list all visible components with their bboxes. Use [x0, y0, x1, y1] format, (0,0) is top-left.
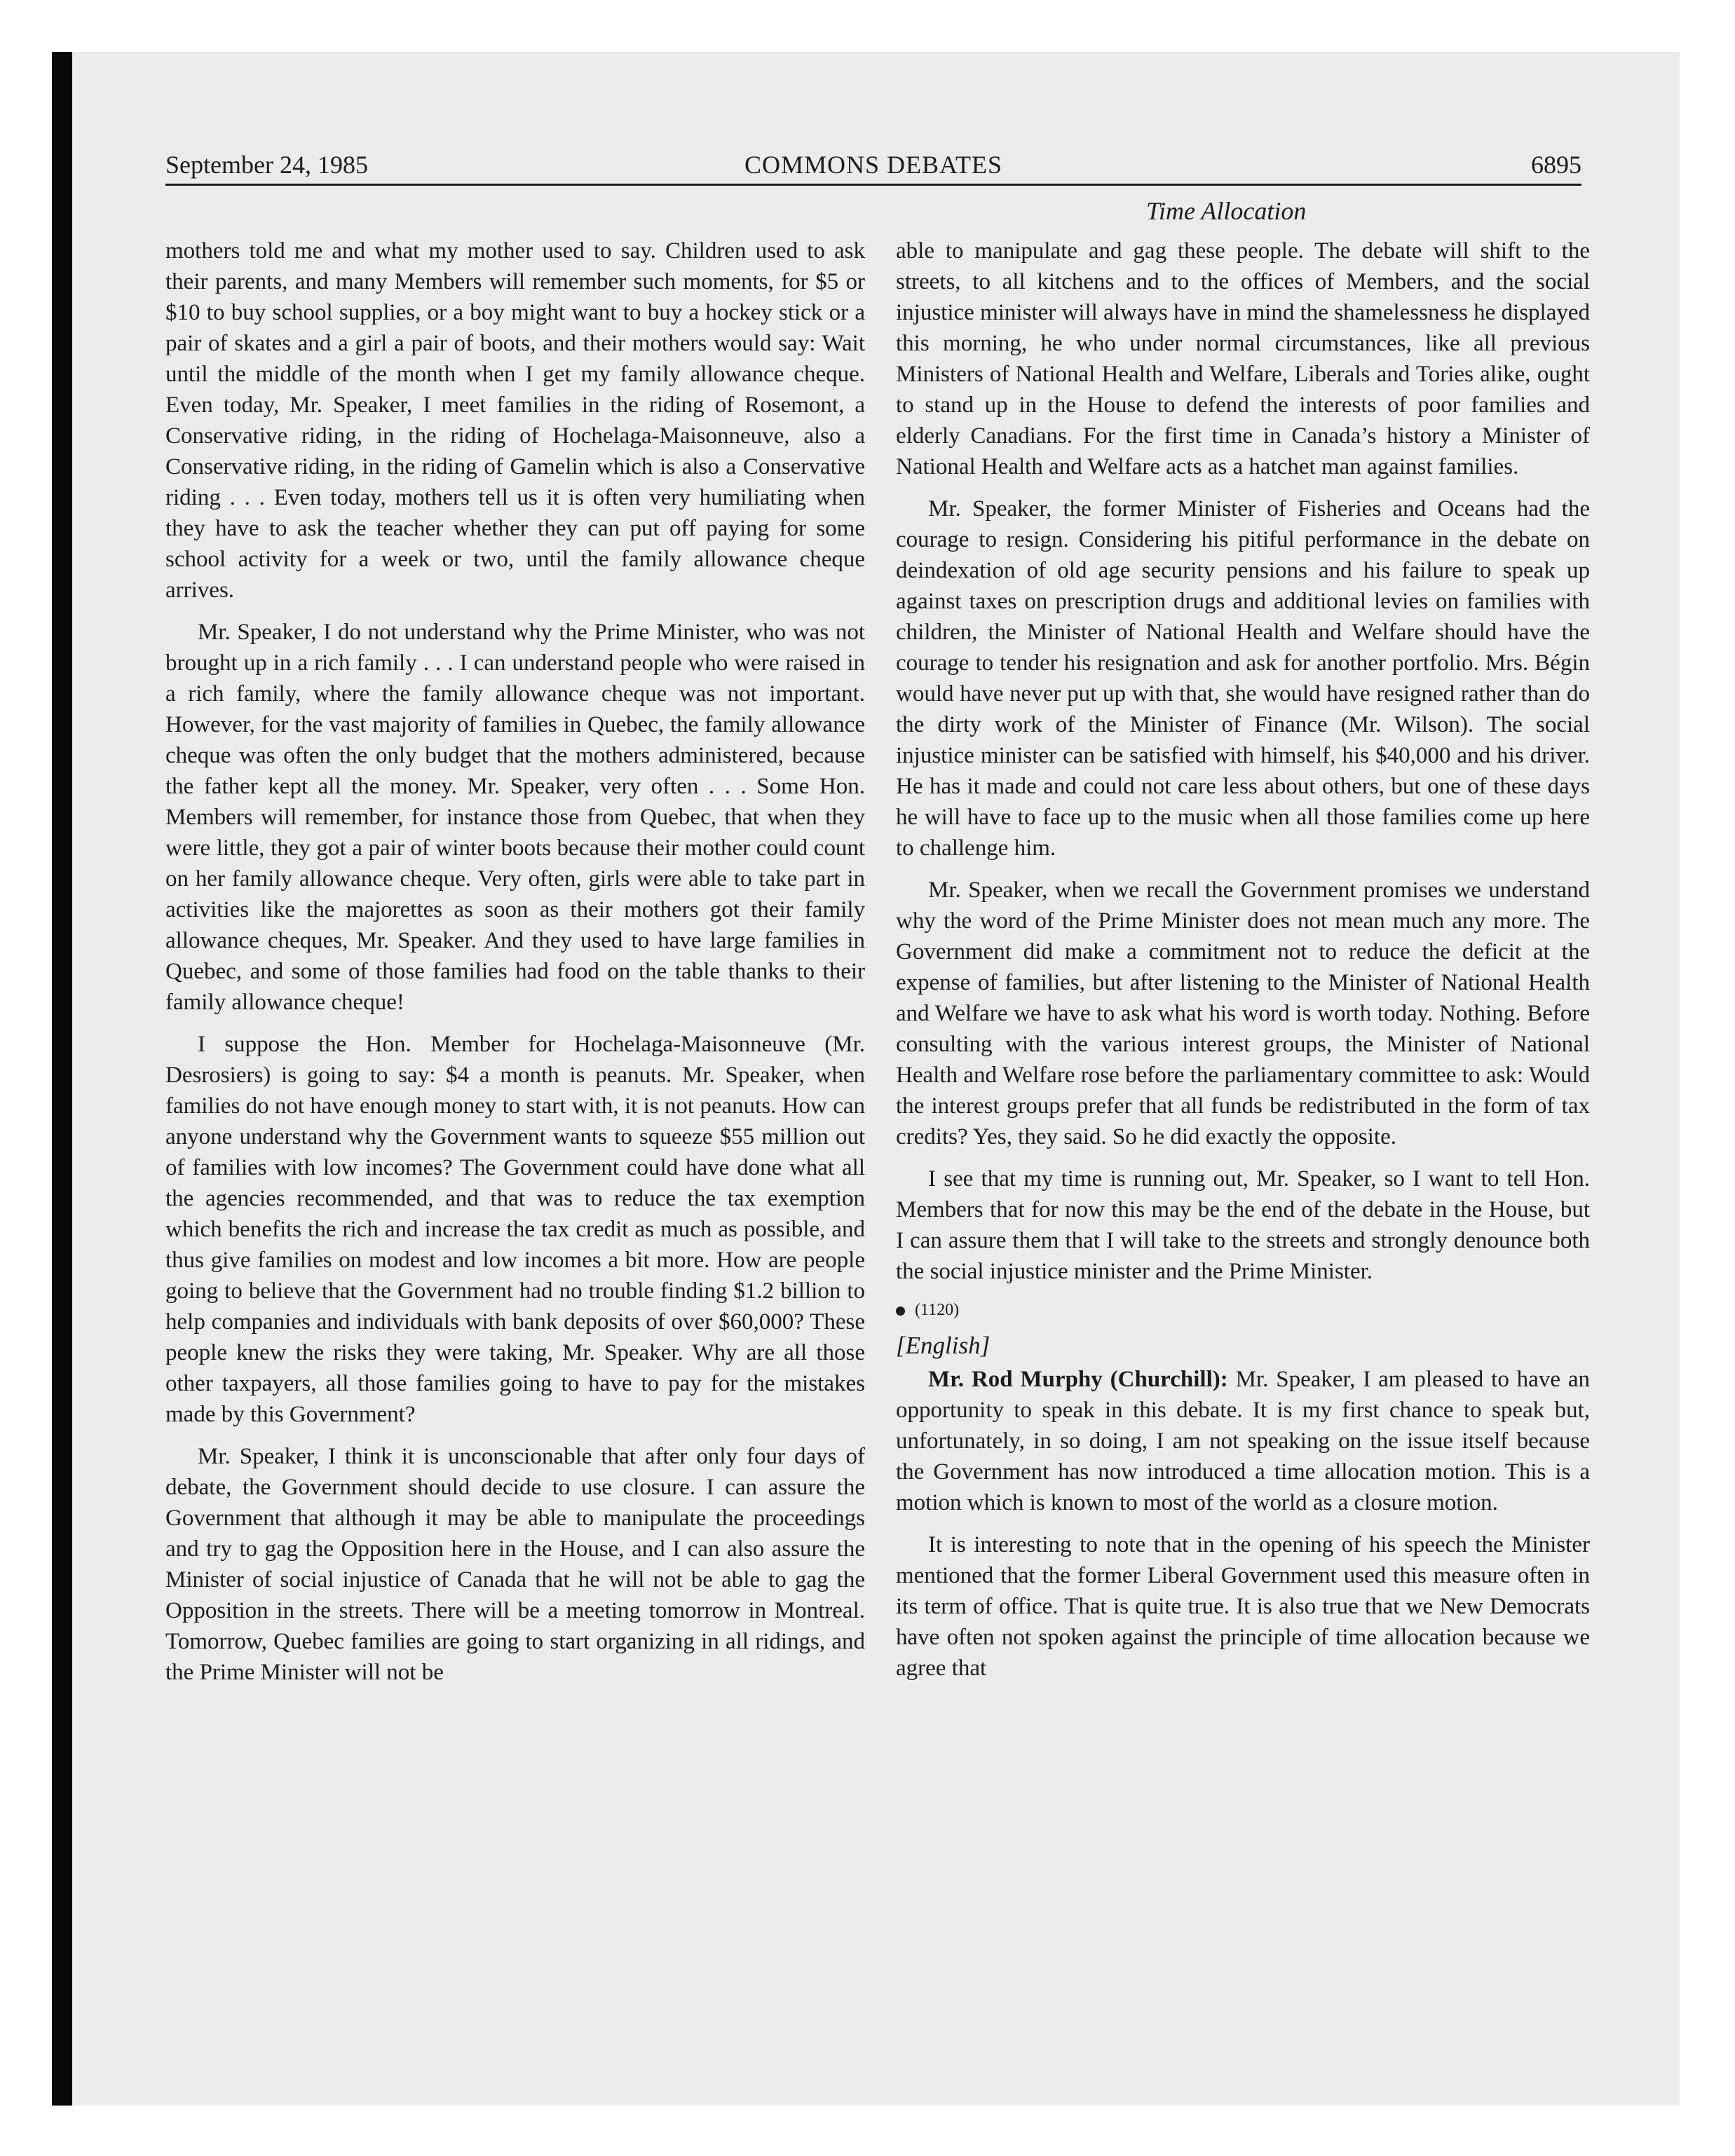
right-column	[896, 236, 1590, 1695]
page-header	[165, 146, 1581, 186]
header-date: September 24, 1985	[165, 151, 368, 179]
paragraph: Mr. Speaker, when we recall the Government promises we understand why the word of the Prime Minister does not mean much any more. The Government did make a commitment not to reduce the deficit at the expense of families, but after listening to the Minister of National Health and Welfare we have to ask what his word is worth today. Nothing. Before consulting with the various interest groups, the Minister of National Health and Welfare rose before the parliamentary committee to ask: Would the interest groups prefer that all funds be redistributed in the form of tax credits? Yes, they said. So he did exactly the opposite.	[896, 878, 1590, 1149]
speaker-paragraph	[896, 1364, 1590, 1518]
header-publication: COMMONS DEBATES	[744, 151, 1003, 179]
header-page-number: 6895	[1531, 151, 1581, 179]
paragraph: mothers told me and what my mother used to say. Children used to ask their parents, and many Members will remember such moments, for $5 or $10 to buy school supplies, or a boy might want to buy a hockey stick or a pair of skates and a girl a pair of boots, and their mothers would say: Wait until the middle of the month when I get my family allowance cheque. Even today, Mr. Speaker, I meet families in the riding of Rosemont, a Conservative riding, in the riding of Hochelaga-Maisonneuve, also a Conservative riding, in the riding of Gamelin which is also a Conservative riding . . . Even today, mothers tell us it is often very humiliating when they have to ask the teacher whether they can put off paying for some school activity for a week or two, until the family allowance cheque arrives.	[165, 238, 865, 603]
time-marker-text: (1120)	[915, 1301, 960, 1319]
paragraph: able to manipulate and gag these people. The debate will shift to the streets, to all kitchens and to the offices of Members, and the social injustice minister will always have in mind the shamelessness he displayed this morning, he who under normal circumstances, like all previous Ministers of National Health and Welfare, Liberals and Tories alike, ought to stand up in the House to defend the interests of poor families and elderly Canadians. For the first time in Canada’s history a Minister of National Health and Welfare acts as a hatchet man against families.	[896, 238, 1590, 479]
speaker-name: Mr. Rod Murphy (Churchill):	[928, 1367, 1228, 1392]
paragraph: It is interesting to note that in the opening of his speech the Minister mentioned that the former Liberal Government used this measure often in its term of office. That is quite true. It is also true that we New Democrats have often not spoken against the principle of time allocation because we agree that	[896, 1532, 1590, 1681]
bullet-icon	[896, 1306, 905, 1316]
time-marker	[896, 1299, 1590, 1321]
paragraph: I see that my time is running out, Mr. Speaker, so I want to tell Hon. Members that for now this may be the end of the debate in the House, but I can assure them that I will take to the streets and strongly denounce both the social injustice minister and the Prime Minister.	[896, 1166, 1590, 1284]
speaker-text: Mr. Speaker, I am pleased to have an opportunity to speak in this debate. It is my first chance to speak but, unfortunately, in so doing, I am not speaking on the issue itself because the Government has now introduced a time allocation motion. This is a motion which is known to most of the world as a closure motion.	[896, 1367, 1590, 1515]
paragraph: I suppose the Hon. Member for Hochelaga-Maisonneuve (Mr. Desrosiers) is going to say: $4 a month is peanuts. Mr. Speaker, when families do not have enough money to start with, it is not peanuts. How can anyone understand why the Government wants to squeeze $55 million out of families with low incomes? The Government could have done what all the agencies recommended, and that was to reduce the tax exemption which benefits the rich and increase the tax credit as much as possible, and thus give families on modest and low incomes a bit more. How are people going to believe that the Government had no trouble finding $1.2 billion to help companies and individuals with bank deposits of over $60,000? These people knew the risks they were taking, Mr. Speaker. Why are all those other taxpayers, all those families going to have to pay for the mistakes made by this Government?	[165, 1032, 865, 1427]
paragraph: Mr. Speaker, the former Minister of Fisheries and Oceans had the courage to resign. Considering his pitiful performance in the debate on deindexation of old age security pensions and his failure to speak up against taxes on prescription drugs and additional levies on families with children, the Minister of National Health and Welfare should have the courage to tender his resignation and ask for another portfolio. Mrs. Bégin would have never put up with that, she would have resigned rather than do the dirty work of the Minister of Finance (Mr. Wilson). The social injustice minister can be satisfied with himself, his $40,000 and his driver. He has it made and could not care less about others, but one of these days he will have to face up to the music when all those families come up here to challenge him.	[896, 496, 1590, 861]
language-note: [English]	[896, 1332, 991, 1359]
section-title: Time Allocation	[1146, 197, 1307, 225]
left-column	[165, 236, 865, 1699]
paragraph: Mr. Speaker, I do not understand why the Prime Minister, who was not brought up in a rich family . . . I can understand people who were raised in a rich family, where the family allowance cheque was not important. However, for the vast majority of families in Quebec, the family allowance cheque was often the only budget that the mothers administered, because the father kept all the money. Mr. Speaker, very often . . . Some Hon. Members will remember, for instance those from Quebec, that when they were little, they got a pair of winter boots because their mother could count on her family allowance cheque. Very often, girls were able to take part in activities like the majorettes as soon as their mothers got their family allowance cheques, Mr. Speaker. And they used to have large families in Quebec, and some of those families had food on the table thanks to their family allowance cheque!	[165, 620, 865, 1015]
paragraph: Mr. Speaker, I think it is unconscionable that after only four days of debate, the Government should decide to use closure. I can assure the Government that although it may be able to manipulate the proceedings and try to gag the Opposition here in the House, and I can also assure the Minister of social injustice of Canada that he will not be able to gag the Opposition in the streets. There will be a meeting tomorrow in Montreal. Tomorrow, Quebec families are going to start organizing in all ridings, and the Prime Minister will not be	[165, 1444, 865, 1685]
binding-edge	[52, 52, 72, 2106]
